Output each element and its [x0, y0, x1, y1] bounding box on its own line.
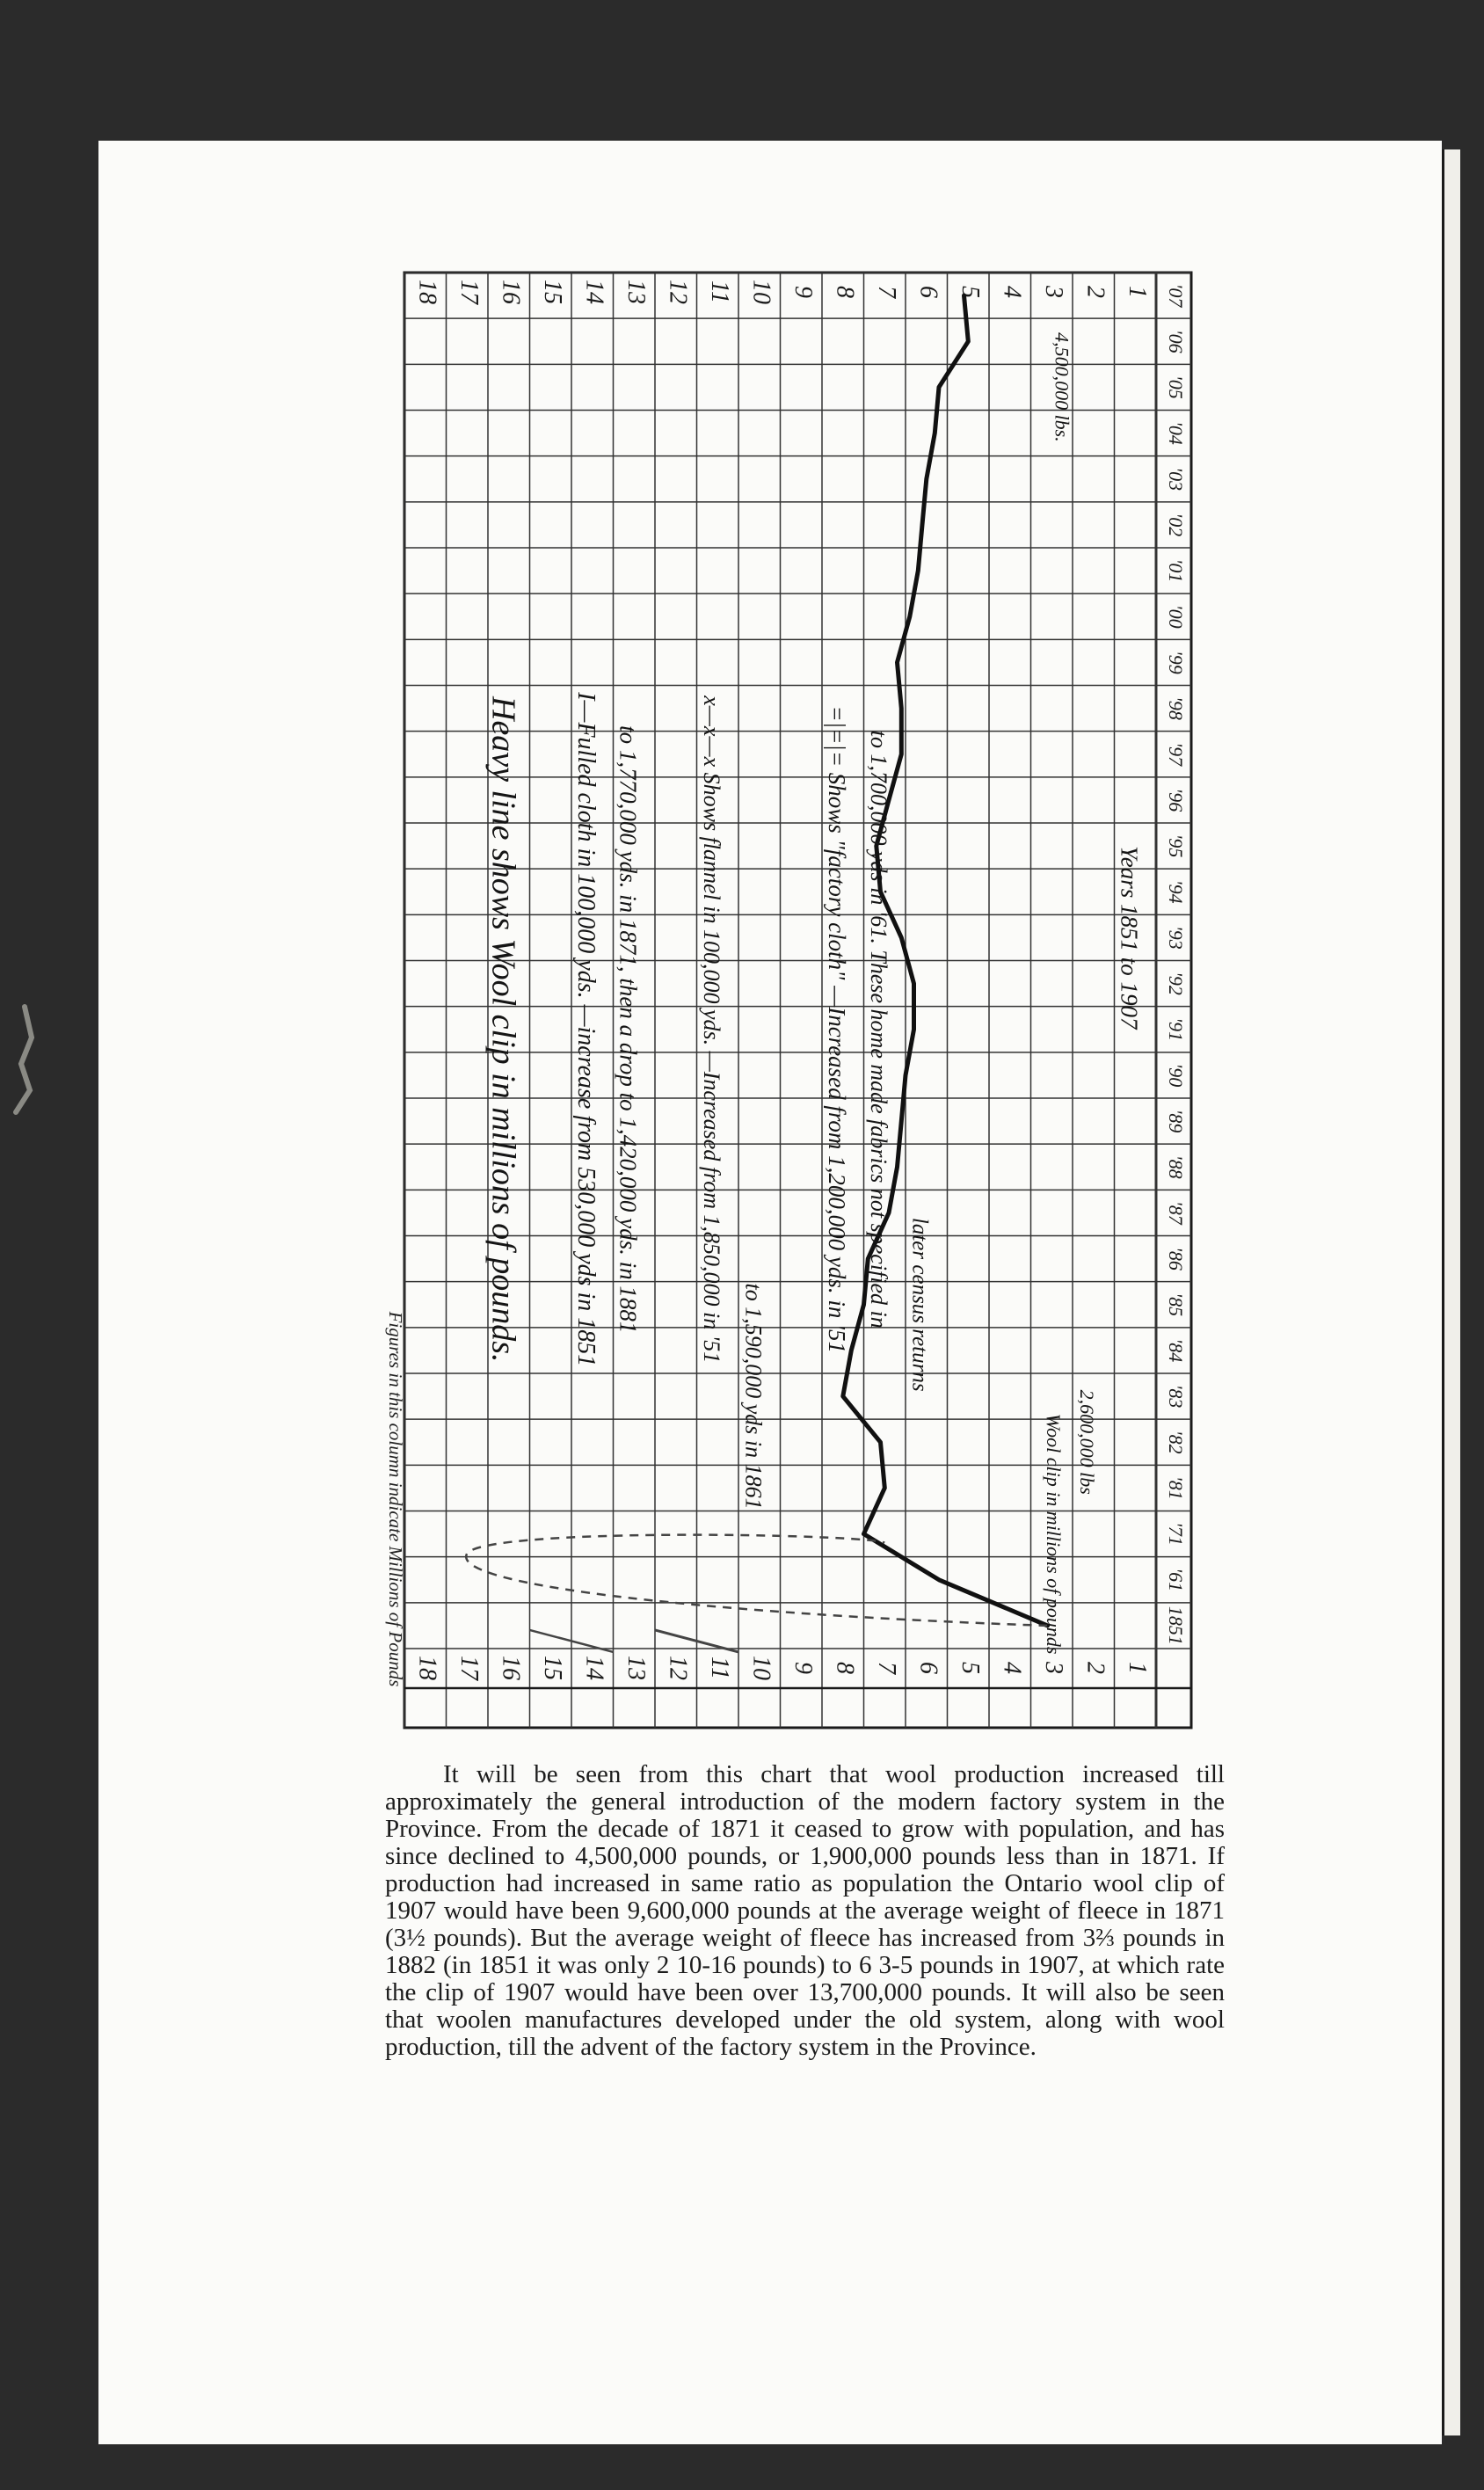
year-tick-label: '90	[1164, 1063, 1187, 1088]
body-paragraph: It will be seen from this chart that wool production increased till approximately the general introduction of the modern factory system in the Province. From the decade of 1871 it ceased to grow with population, and has since declined to 4,500,000 pounds, or 1,900,000 pounds less than in 1871. If production had increased in same ratio as population the Ontario wool clip of 1907 would have been 9,600,000 pounds at the average weight of fleece in 1871 (3½ pounds). But the average weight of fleece has increased from 3⅔ pounds in 1882 (in 1851 it was only 2 10-16 pounds) to 6 3-5 pounds in 1907, at which rate the clip of 1907 would have been over 13,700,000 pounds. It will also be seen that woolen manufactures developed under the old system, along with wool production, till the advent of the factory system in the Province.	[385, 1760, 1225, 2061]
chart-annotation: 2,600,000 lbs	[1076, 1389, 1099, 1495]
chart-annotation: Wool clip in millions of pounds	[1043, 1413, 1066, 1655]
year-tick-label: '93	[1164, 926, 1187, 950]
value-tick-label: 1	[1123, 286, 1151, 298]
year-tick-label: '85	[1164, 1292, 1187, 1317]
year-tick-label: '82	[1164, 1430, 1187, 1454]
year-tick-label: '05	[1164, 375, 1187, 399]
value-tick-label: 10	[747, 280, 775, 304]
value-tick-label: 13	[622, 1656, 650, 1680]
value-tick-label: 7	[872, 286, 900, 298]
adjacent-page-edge	[1442, 149, 1460, 2435]
year-tick-label: '71	[1164, 1522, 1187, 1546]
chart-annotation: Years 1851 to 1907	[1116, 846, 1143, 1030]
chart-annotation: to 1,700,000 yds in '61. These home made fabrics not specified in	[865, 730, 891, 1329]
year-tick-label: '95	[1164, 834, 1187, 858]
value-tick-label: 13	[622, 280, 650, 304]
fulled-cloth-line	[466, 1535, 1047, 1626]
year-tick-label: '00	[1164, 604, 1187, 629]
year-tick-label: '98	[1164, 696, 1187, 720]
value-tick-label: 8	[831, 1662, 859, 1674]
value-tick-label: 18	[413, 1656, 441, 1680]
year-tick-label: '89	[1164, 1109, 1187, 1133]
chart-annotation: later census returns	[907, 1217, 932, 1392]
chart-annotation: Heavy line shows Wool clip in millions of pounds.	[484, 695, 522, 1363]
value-tick-label: 12	[664, 280, 692, 304]
scan-smudge	[5, 1002, 40, 1117]
value-tick-label: 3	[1039, 286, 1067, 298]
year-tick-label: '83	[1164, 1384, 1187, 1409]
value-tick-label: 11	[705, 1656, 733, 1679]
value-tick-label: 3	[1039, 1662, 1067, 1674]
chart-annotation: to 1,590,000 yds in 1861	[740, 1283, 767, 1510]
year-tick-label: '94	[1164, 879, 1187, 904]
year-tick-label: '92	[1164, 972, 1187, 995]
value-tick-label: 15	[538, 280, 566, 304]
year-tick-label: '07	[1164, 283, 1187, 308]
year-tick-label: '03	[1164, 467, 1187, 491]
chart-annotation: I—Fulled cloth in 100,000 yds. —increase from 530,000 yds in 1851	[571, 692, 600, 1367]
year-tick-label: '61	[1164, 1568, 1187, 1592]
value-tick-label: 9	[789, 286, 817, 298]
chart-annotation: x—x—x Shows flannel in 100,000 yds. —Increased from 1,850,000 in '51	[698, 695, 724, 1364]
year-tick-label: '81	[1164, 1476, 1187, 1500]
year-tick-label: '84	[1164, 1338, 1187, 1363]
value-tick-label: 10	[747, 1656, 775, 1680]
value-tick-label: 16	[497, 280, 525, 304]
y-axis-label: Figures in this column indicate Millions of Pounds	[385, 1311, 407, 1687]
value-tick-label: 14	[580, 1656, 608, 1680]
value-tick-label: 14	[580, 280, 608, 304]
value-tick-label: 6	[914, 1662, 942, 1674]
value-tick-label: 12	[664, 1656, 692, 1680]
year-tick-label: '86	[1164, 1247, 1187, 1270]
value-tick-label: 18	[413, 280, 441, 304]
year-tick-label: '87	[1164, 1201, 1187, 1225]
value-tick-label: 2	[1081, 286, 1109, 298]
value-tick-label: 4	[998, 286, 1026, 298]
value-tick-label: 17	[455, 280, 483, 304]
value-tick-label: 7	[872, 1662, 900, 1674]
value-tick-label: 11	[705, 280, 733, 303]
value-tick-label: 2	[1081, 1662, 1109, 1674]
value-tick-label: 9	[789, 1662, 817, 1674]
chart-annotation: 4,500,000 lbs.	[1051, 332, 1073, 442]
year-tick-label: '02	[1164, 513, 1187, 537]
year-tick-label: '91	[1164, 1017, 1187, 1042]
chart-annotation: to 1,770,000 yds. in 1871, then a drop to 1,420,000 yds. in 1881	[615, 725, 642, 1334]
value-tick-label: 5	[956, 286, 984, 298]
year-tick-label: '99	[1164, 651, 1187, 674]
value-tick-label: 8	[831, 286, 859, 298]
body-text	[385, 1761, 1225, 2061]
wool-production-chart	[378, 264, 1222, 1732]
value-tick-label: 5	[956, 1662, 984, 1674]
value-tick-label: 15	[538, 1656, 566, 1680]
year-tick-label: '01	[1164, 558, 1187, 583]
year-tick-label: '88	[1164, 1154, 1187, 1179]
year-tick-label: '97	[1164, 742, 1187, 767]
value-tick-label: 16	[497, 1656, 525, 1680]
value-tick-label: 1	[1123, 1662, 1151, 1674]
value-tick-label: 17	[455, 1656, 483, 1680]
year-tick-label: 1851	[1164, 1605, 1187, 1645]
value-tick-label: 4	[998, 1662, 1026, 1674]
year-tick-label: '06	[1164, 329, 1187, 353]
chart-annotation: =|=|= Shows "factory cloth" —Increased from 1,200,000 yds. in '51	[824, 705, 851, 1353]
value-tick-label: 6	[914, 286, 942, 298]
year-tick-label: '96	[1164, 788, 1187, 812]
year-tick-label: '04	[1164, 421, 1187, 445]
